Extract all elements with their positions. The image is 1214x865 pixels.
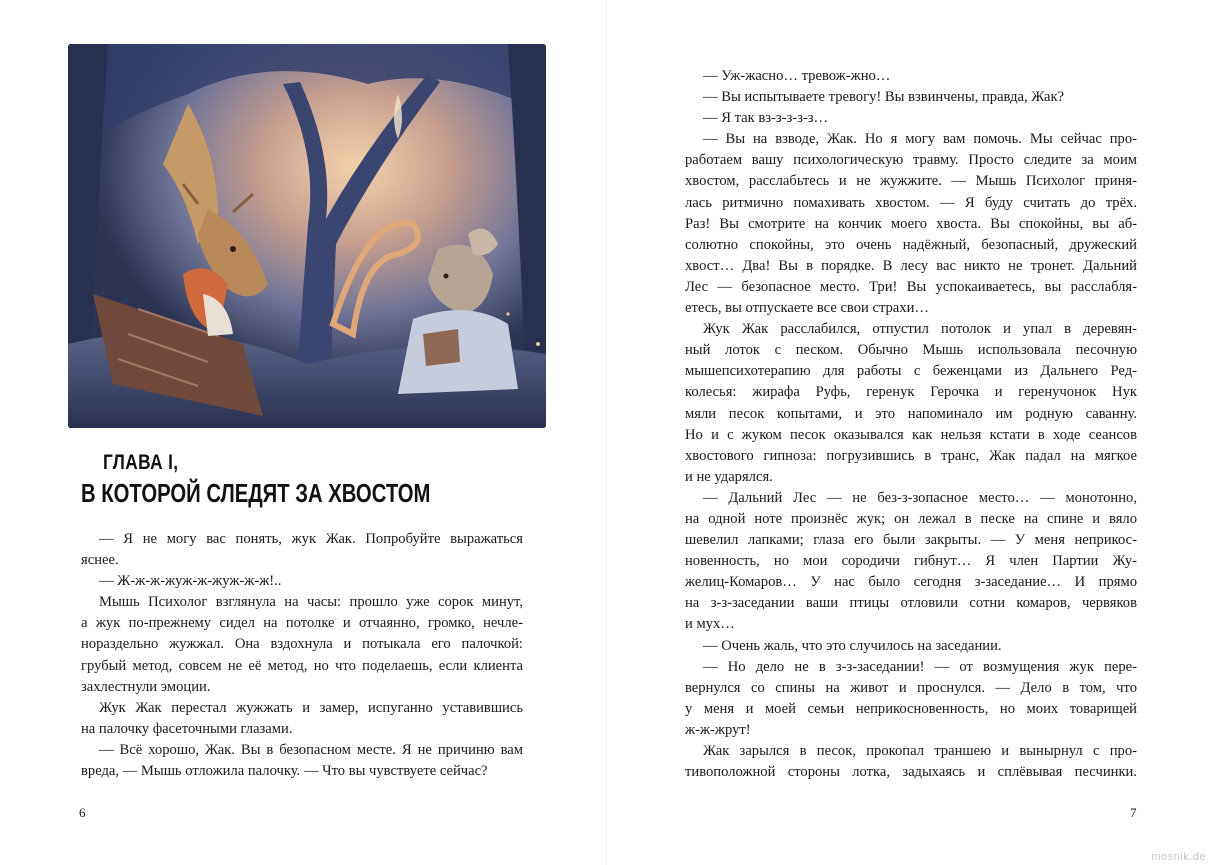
chapter-title: В КОТОРОЙ СЛЕДЯТ ЗА ХВОСТОМ (81, 478, 431, 508)
watermark: mosnik.de (1151, 851, 1206, 863)
text-line: — Вы испытываете тревогу! Вы взвинчены, правда, Жак? (703, 89, 1065, 106)
text-line: работаем вашу психологическую травму. Просто следите за моим (685, 152, 1137, 169)
text-line: — Уж-жасно… тревож-жно… (703, 68, 891, 84)
left-page-text (81, 529, 523, 782)
text-line: Жук Жак перестал жужжать и замер, испуганно уставившись (99, 699, 523, 716)
page-number-right: 7 (1130, 805, 1137, 820)
illustration-svg (68, 44, 546, 428)
text-line: — Дальний Лес — не без-з-зопасное место… — монотонно, (703, 489, 1137, 506)
text-line: у меня и моей семьи неприкосновенность, но моих товарищей (685, 700, 1137, 717)
firefly (536, 342, 540, 346)
text-line: солютно спокойны, это очень надёжный, безопасный, дружеский (685, 236, 1137, 253)
chapter-illustration (68, 44, 546, 428)
text-line: — Очень жаль, что это случилось на заседании. (703, 637, 1002, 654)
text-line: и мух… (685, 616, 735, 633)
text-line: — Я так вз-з-з-з-з… (703, 110, 829, 127)
text-line: новенность, но мои сородичи гибнут… Я член Партии Жу- (685, 553, 1137, 570)
text-line: — Ж-ж-ж-жуж-ж-жуж-ж-ж!.. (99, 573, 282, 590)
text-line: а жук по-прежнему сидел на потолке и отчаянно, громко, нечле- (81, 615, 523, 632)
text-line: колесья: жирафа Руфь, геренук Герочка и геренучонок Нук (685, 384, 1137, 401)
text-line: Раз! Вы смотрите на кончик моего хвоста. Вы спокойны, вы аб- (685, 215, 1137, 232)
giraffe-eye (230, 246, 236, 252)
text-line: желиц-Комаров… У нас было сегодня з-заседание… И прямо (685, 574, 1137, 591)
text-line: ный лоток с песком. Обычно Мышь использовала песочную (685, 342, 1137, 359)
page-number-left: 6 (79, 805, 86, 820)
text-line: етесь, вы отпускаете все свои страхи… (685, 300, 929, 317)
chapter-label: ГЛАВА I, (103, 451, 179, 474)
mouse-eye (444, 274, 449, 279)
text-line: мышепсихотерапию для работы с беженцами из Дальнего Ред- (685, 363, 1137, 380)
text-line: на одной ноте произнёс жук; он лежал в песке на спине и вяло (685, 510, 1137, 527)
firefly (506, 312, 509, 315)
text-line: лась ритмично помахивать хвостом. — Я буду считать до трёх. (685, 194, 1137, 211)
text-line: хвостом, расслабьтесь и не жужжите. — Мышь Психолог приня- (685, 173, 1137, 190)
text-line: шевелил лапками; глаза его были закрыты. — У меня неприкос- (685, 532, 1137, 549)
right-page-text (685, 66, 1137, 783)
text-line: хвостового гипноза: погрузившись в транс, Жак падал на мягкое (685, 447, 1137, 464)
text-line: захлестнули эмоции. (81, 678, 211, 695)
text-line: Жук Жак расслабился, отпустил потолок и упал в деревян- (703, 321, 1137, 338)
text-line: вреда, — Мышь отложила палочку. — Что вы чувствуете сейчас? (81, 763, 488, 780)
text-line: на палочку фасеточными глазами. (81, 720, 293, 737)
mouse-notebook (423, 329, 460, 366)
text-line: мяли песок копытами, и это напоминало им родную саванну. (685, 405, 1137, 422)
text-line: нораздельно жужжал. Она вздохнула и потыкала его палочкой: (81, 636, 523, 653)
text-line: — Всё хорошо, Жак. Вы в безопасном месте. Я не причиню вам (99, 741, 523, 758)
text-line: грубый метод, совсем не её метод, но что поделаешь, если клиента (81, 657, 523, 674)
text-line: на з-з-заседании ваши птицы отловили сотни комаров, червяков (685, 595, 1137, 612)
text-line: — Но дело не в з-з-заседании! — от возмущения жук пере- (703, 658, 1137, 675)
text-line: Мышь Психолог взглянула на часы: прошло уже сорок минут, (99, 594, 523, 611)
text-line: тивоположной стороны лотка, задыхаясь и сплёвывая песчинки. (685, 764, 1137, 781)
text-line: — Я не могу вас понять, жук Жак. Попробуйте выражаться (99, 531, 523, 547)
text-line: яснее. (81, 552, 119, 569)
text-line: хвост… Два! Вы в порядке. В лесу вас никто не тронет. Дальний (685, 257, 1137, 274)
text-line: Лес — безопасное место. Три! Вы успокаиваетесь, вы расслабля- (685, 278, 1137, 295)
text-line: Но и с жуком песок оказывался как нельзя кстати в ходе сеансов (685, 426, 1137, 443)
text-line: вернулся со спины на живот и проснулся. — Дело в том, что (685, 679, 1137, 696)
text-line: ж-ж-жрут! (685, 721, 751, 738)
text-line: — Вы на взводе, Жак. Но я могу вам помочь. Мы сейчас про- (703, 131, 1137, 148)
text-line: Жак зарылся в песок, прокопал траншею и вынырнул с про- (703, 743, 1137, 759)
right-page (607, 0, 1214, 865)
text-line: и не ударялся. (685, 468, 773, 485)
